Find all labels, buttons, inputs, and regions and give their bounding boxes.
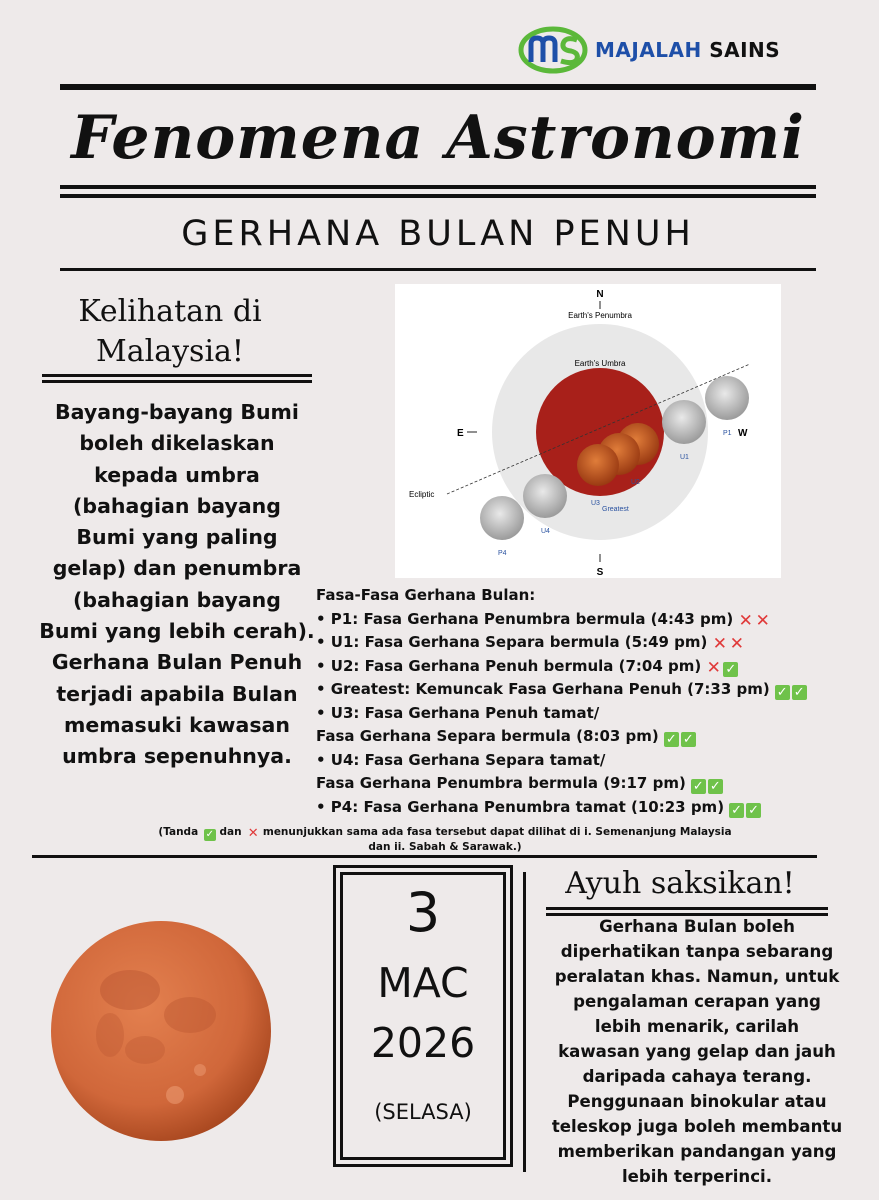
cross-icon: ✕	[712, 634, 728, 654]
phase-item	[316, 796, 876, 820]
visibility-rule-1	[42, 374, 312, 377]
diagram-south-label: S	[596, 567, 604, 578]
visibility-heading-line-1: Kelihatan di	[78, 294, 262, 329]
visibility-line: (bahagian bayang	[73, 587, 281, 612]
diagram-greatest-label: Greatest	[602, 506, 629, 513]
column-divider	[523, 872, 526, 1172]
observe-line: lebih menarik, carilah	[594, 1017, 800, 1036]
diagram-east-label: E	[457, 428, 464, 439]
header-rule-bottom	[60, 268, 816, 271]
visibility-line: umbra sepenuhnya.	[62, 744, 292, 769]
observe-line: lebih terperinci.	[621, 1167, 773, 1186]
check-icon: ✓	[681, 732, 696, 747]
check-icon: ✓	[792, 685, 807, 700]
observe-line: pengalaman cerapan yang	[573, 992, 821, 1011]
visibility-heading	[42, 292, 298, 372]
visibility-body	[30, 397, 324, 773]
blood-moon-image	[50, 920, 272, 1142]
date-month: MAC	[377, 959, 469, 1007]
phase-item	[316, 678, 876, 702]
cross-icon: ✕	[755, 610, 770, 631]
visibility-line: Gerhana Bulan Penuh	[51, 650, 303, 675]
header-rule-mid-1	[60, 185, 816, 189]
check-icon: ✓	[664, 732, 679, 747]
observe-rule-1	[546, 907, 828, 910]
phase-item	[316, 608, 876, 632]
phase-item	[316, 631, 876, 655]
phase-item-text: • U1: Fasa Gerhana Separa bermula (5:49 pm)	[316, 633, 708, 651]
visibility-heading-line-2: Malaysia!	[96, 334, 244, 369]
phase-item	[316, 655, 876, 679]
check-icon: ✓	[723, 662, 738, 677]
cross-icon: ✕	[729, 634, 745, 654]
page-subtitle: GERHANA BULAN PENUH	[181, 214, 695, 254]
phase-item-text: • U2: Fasa Gerhana Penuh bermula (7:04 pm)	[316, 656, 702, 675]
legend-note-line-1	[120, 826, 770, 841]
phase-item-text: • U4: Fasa Gerhana Separa tamat/	[316, 750, 606, 769]
observe-line: daripada cahaya terang.	[582, 1067, 812, 1086]
phases-heading: Fasa-Fasa Gerhana Bulan:	[316, 586, 536, 604]
diagram-u1-label: U1	[680, 454, 689, 461]
cross-icon: ✕	[738, 610, 753, 631]
majalah-sains-logo-icon	[517, 26, 589, 74]
observe-line: kawasan yang gelap dan jauh	[558, 1042, 836, 1061]
check-icon: ✓	[691, 779, 706, 794]
phase-item	[316, 702, 876, 726]
phase-item	[316, 725, 876, 749]
diagram-penumbra-label: Earth's Penumbra	[568, 311, 632, 320]
legend-note-part-2: dan	[219, 826, 242, 838]
check-icon: ✓	[729, 803, 744, 818]
diagram-umbra-label: Earth's Umbra	[574, 359, 626, 368]
phases-list	[316, 584, 876, 819]
observe-heading: Ayuh saksikan!	[565, 866, 795, 901]
header-rule-mid-2	[60, 194, 816, 198]
logo-text-majalah: MAJALAH	[595, 38, 702, 62]
page-title: Fenomena Astronomi	[71, 103, 805, 173]
logo	[517, 24, 817, 76]
date-weekday: (SELASA)	[374, 1100, 472, 1124]
moon-p4	[480, 496, 524, 540]
legend-note-part-1: (Tanda	[158, 826, 199, 838]
phase-item-text: • P1: Fasa Gerhana Penumbra bermula (4:43 pm)	[316, 609, 734, 628]
phase-item-text: • Greatest: Kemuncak Fasa Gerhana Penuh (7:33 pm)	[316, 680, 770, 698]
eclipse-diagram-svg	[395, 284, 781, 578]
phase-item-text: • U3: Fasa Gerhana Penuh tamat/	[316, 703, 600, 722]
visibility-line: terjadi apabila Bulan	[56, 681, 298, 706]
moon-p1	[705, 376, 749, 420]
phase-item	[316, 749, 876, 773]
moon-u3	[577, 444, 619, 486]
legend-note-part-3: menunjukkan sama ada fasa tersebut dapat dilihat di i. Semenanjung Malaysia	[262, 826, 732, 838]
visibility-line: boleh dikelaskan	[79, 431, 275, 456]
moon-u4	[523, 474, 567, 518]
section-rule	[32, 855, 817, 858]
legend-note-line-2: dan ii. Sabah & Sarawak.)	[368, 841, 522, 853]
check-icon: ✓	[775, 685, 790, 700]
diagram-ecliptic-label: Ecliptic	[409, 490, 435, 499]
observe-body	[538, 914, 856, 1189]
diagram-p1-label: P1	[723, 430, 732, 437]
observe-line: Penggunaan binokular atau	[567, 1092, 827, 1111]
cross-icon: ✕	[706, 657, 721, 678]
phase-item	[316, 772, 876, 796]
diagram-p4-label: P4	[498, 550, 507, 557]
diagram-u3-label: U3	[591, 500, 600, 507]
phase-rows	[316, 608, 876, 820]
check-icon: ✓	[746, 803, 761, 818]
observe-line: peralatan khas. Namun, untuk	[554, 967, 840, 986]
eclipse-diagram	[395, 284, 781, 578]
diagram-north-label: N	[596, 289, 604, 300]
legend-note	[120, 826, 770, 854]
phase-item-text: • P4: Fasa Gerhana Penumbra tamat (10:23 pm)	[316, 797, 725, 816]
observe-line: Gerhana Bulan boleh	[599, 917, 795, 936]
phase-item-text: Fasa Gerhana Penumbra bermula (9:17 pm)	[316, 774, 686, 792]
observe-line: teleskop juga boleh membantu	[551, 1117, 843, 1136]
check-icon: ✓	[708, 779, 723, 794]
date-year: 2026	[370, 1019, 476, 1067]
diagram-u4-label: U4	[541, 528, 550, 535]
header-rule-top	[60, 84, 816, 90]
diagram-west-label: W	[738, 428, 748, 439]
visibility-line: Bumi yang paling	[76, 525, 278, 550]
cross-icon: ✕	[247, 826, 259, 841]
observe-line: memberikan pandangan yang	[557, 1142, 837, 1161]
diagram-u2-label: U2	[631, 479, 640, 486]
visibility-rule-2	[42, 380, 312, 383]
observe-line: diperhatikan tanpa sebarang	[560, 942, 834, 961]
moon-u1	[662, 400, 706, 444]
date-day: 3	[405, 881, 441, 944]
visibility-line: memasuki kawasan	[64, 712, 290, 737]
logo-text-sains: SAINS	[709, 38, 781, 62]
visibility-line: Bayang-bayang Bumi	[55, 400, 299, 424]
visibility-line: (bahagian bayang	[73, 493, 281, 518]
logo-text	[595, 38, 780, 62]
phase-item-text: Fasa Gerhana Separa bermula (8:03 pm)	[316, 727, 659, 745]
visibility-line: gelap) dan penumbra	[52, 556, 302, 581]
check-icon: ✓	[205, 829, 215, 840]
visibility-line: Bumi yang lebih cerah).	[39, 619, 315, 644]
visibility-line: kepada umbra	[94, 462, 260, 487]
